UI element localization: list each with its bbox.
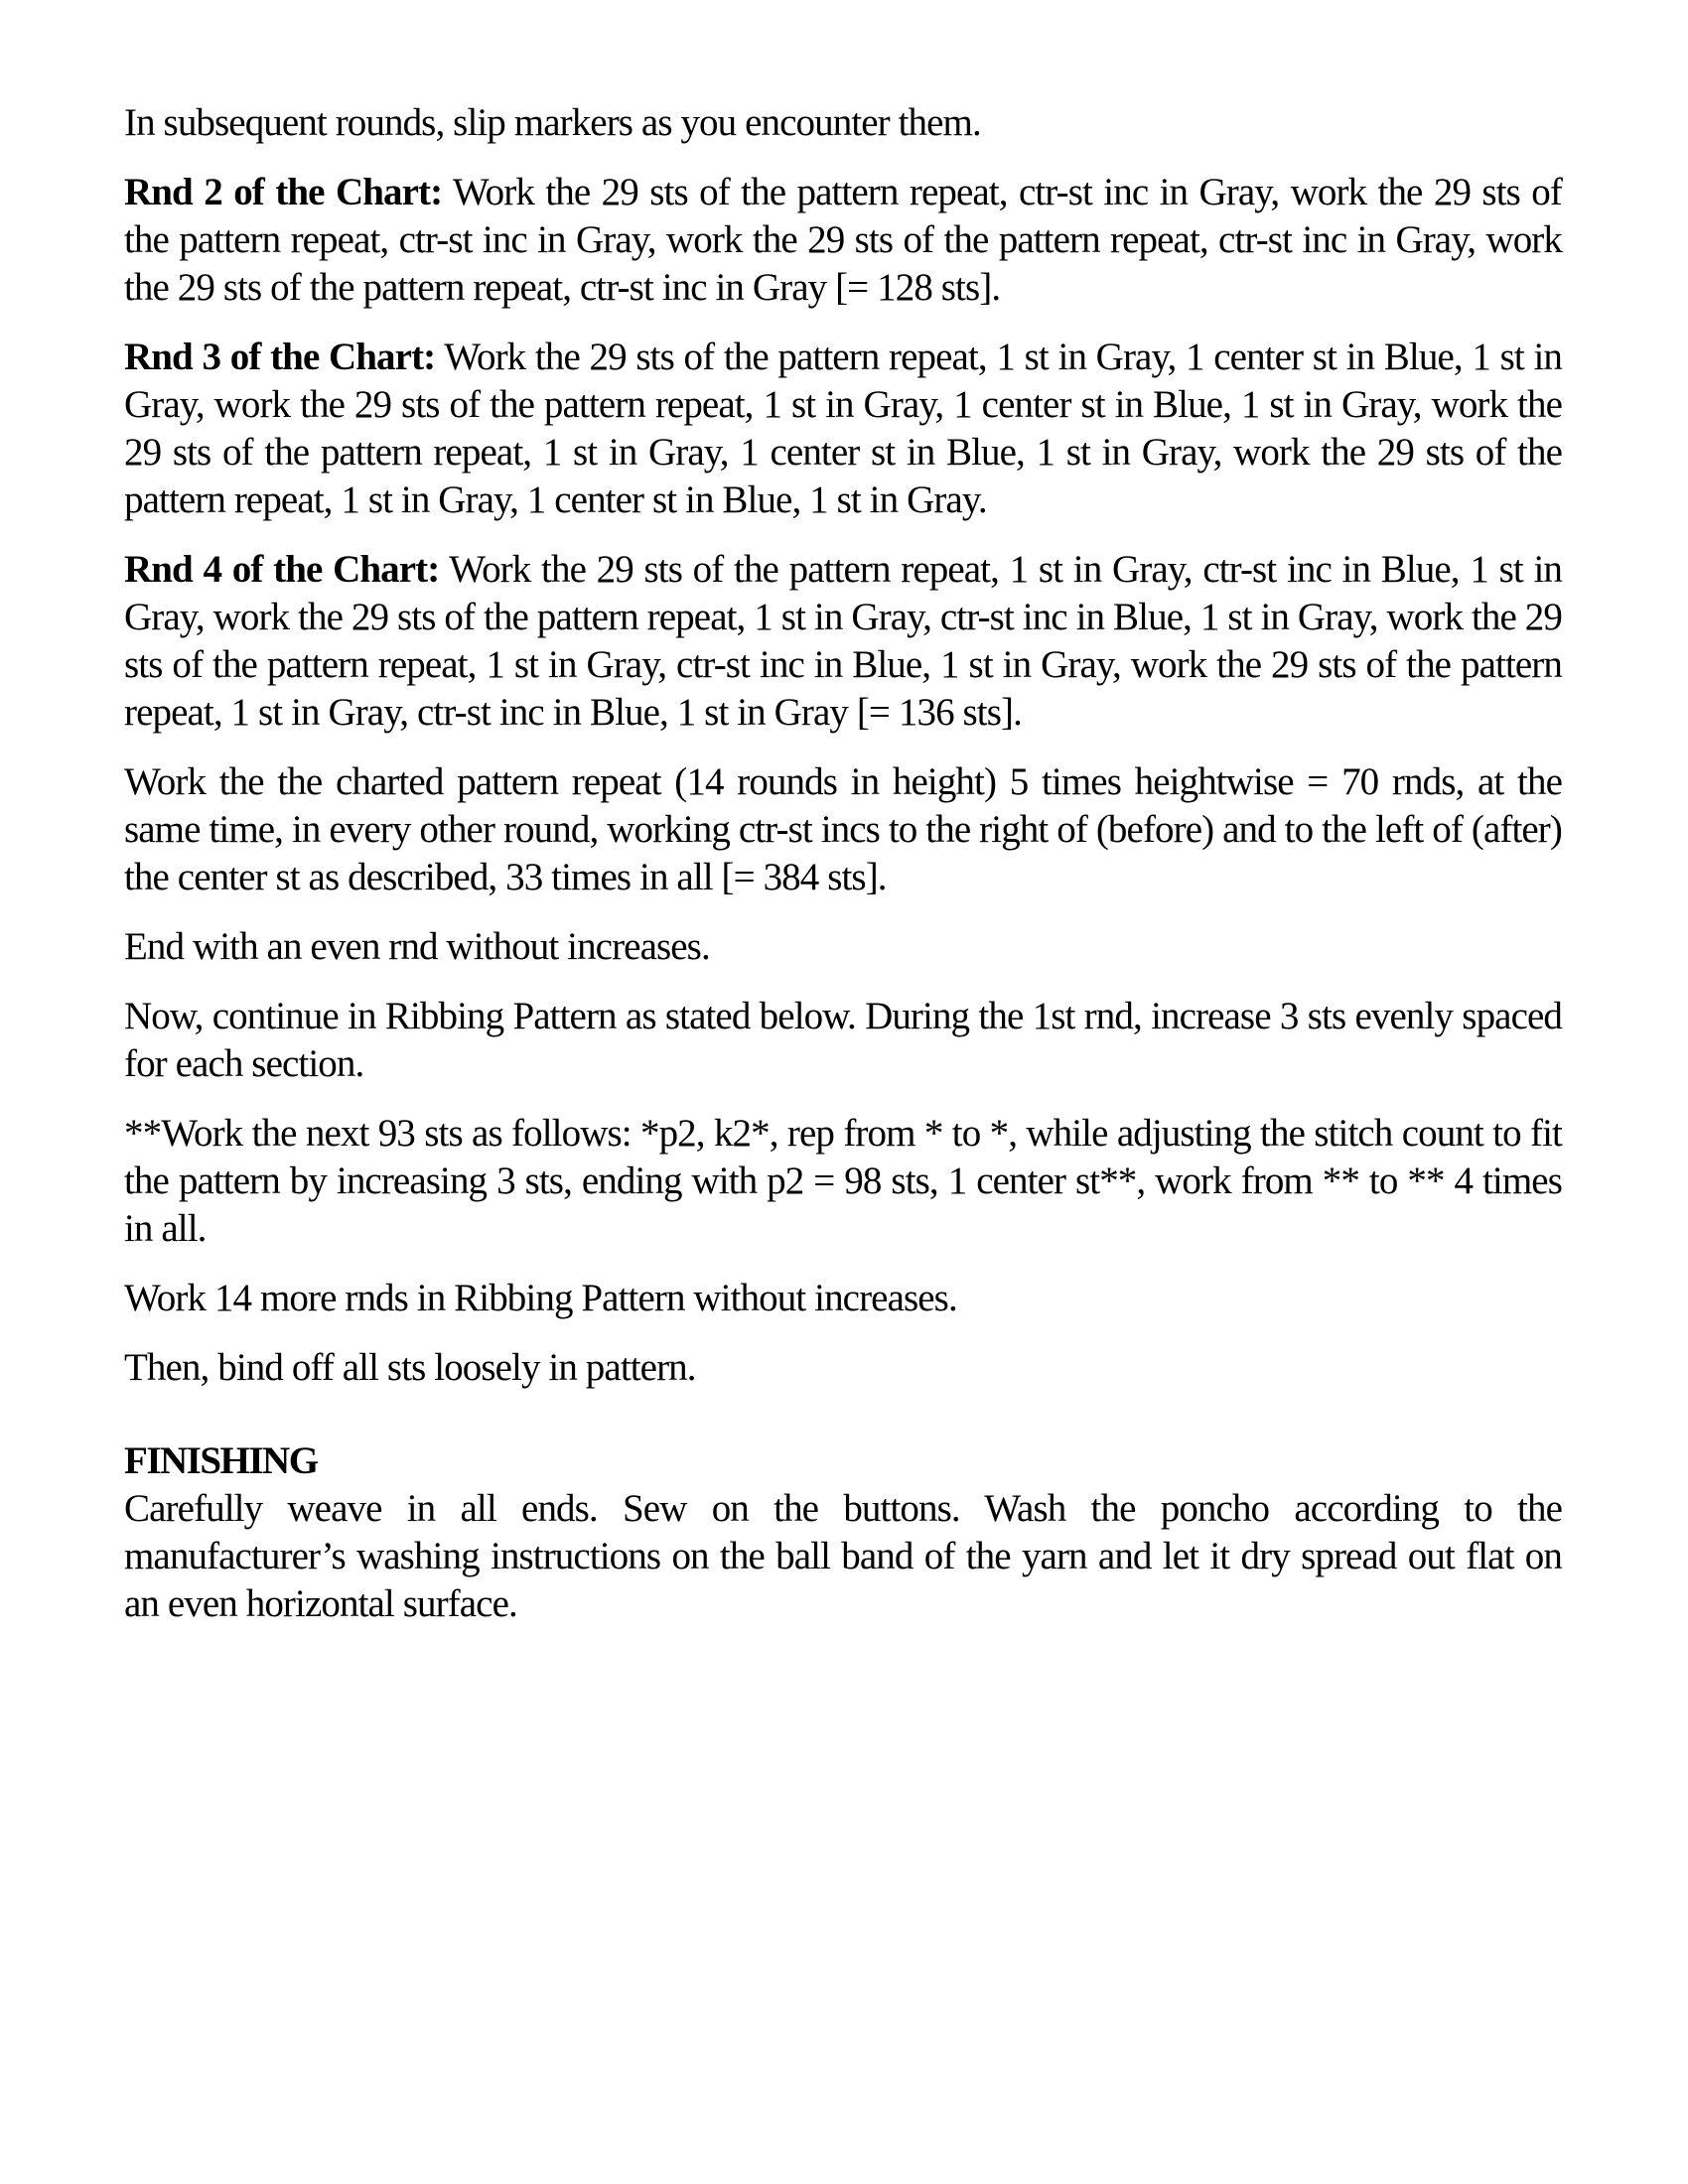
paragraph-text: End with an even rnd without increases.: [124, 925, 710, 968]
paragraph-lead: Rnd 2 of the Chart:: [124, 171, 443, 213]
finishing-paragraph: [124, 1485, 1562, 1628]
paragraph-more-rounds: [124, 1275, 1562, 1322]
paragraph-charted-repeat: [124, 758, 1562, 901]
paragraph-text: Work the 29 sts of the pattern repeat, ctr-st inc in Gray, work the 29 sts of the pattern repeat, ctr-st inc in Gray, work the 29 sts of the pattern repeat, ctr-st inc in Gray, work the 29 sts of the pattern repeat, ctr-st inc in Gray [= 128 sts].: [124, 171, 1562, 309]
paragraph-text: Work the 29 sts of the pattern repeat, 1 st in Gray, 1 center st in Blue, 1 st in Gray, work the 29 sts of the pattern repeat, 1 st in Gray, 1 center st in Blue, 1 st in Gray, work the 29 sts of the pattern repeat, 1 st in Gray, 1 center st in Blue, 1 st in Gray, work the 29 sts of the pattern repeat, 1 st in Gray, 1 center st in Blue, 1 st in Gray.: [124, 336, 1562, 521]
paragraph-lead: Rnd 4 of the Chart:: [124, 548, 440, 591]
paragraph-text: Now, continue in Ribbing Pattern as stated below. During the 1st rnd, increase 3 sts evenly spaced for each section.: [124, 995, 1562, 1085]
paragraph-text: In subsequent rounds, slip markers as you encounter them.: [124, 101, 981, 144]
paragraph-text: Work the the charted pattern repeat (14 rounds in height) 5 times heightwise = 70 rnds, at the same time, in every other round, working ctr-st incs to the right of (before) and to the left of (after) the center st as described, 33 times in all [= 384 sts].: [124, 760, 1562, 898]
paragraph-lead: Rnd 3 of the Chart:: [124, 336, 436, 378]
paragraph-text: Work the 29 sts of the pattern repeat, 1 st in Gray, ctr-st inc in Blue, 1 st in Gray, work the 29 sts of the pattern repeat, 1 st in Gray, ctr-st inc in Blue, 1 st in Gray, work the 29 sts of the pattern repeat, 1 st in Gray, ctr-st inc in Blue, 1 st in Gray, work the 29 sts of the pattern repeat, 1 st in Gray, ctr-st inc in Blue, 1 st in Gray [= 136 sts].: [124, 548, 1562, 734]
paragraph-even-round: [124, 923, 1562, 971]
paragraph-rnd-3: [124, 334, 1562, 524]
paragraph-rnd-4: [124, 546, 1562, 737]
paragraph-text: Then, bind off all sts loosely in pattern.: [124, 1346, 696, 1389]
paragraph-text: Work 14 more rnds in Ribbing Pattern without increases.: [124, 1277, 957, 1319]
paragraph-ribbing-intro: [124, 993, 1562, 1088]
finishing-heading: FINISHING: [124, 1439, 318, 1482]
paragraph-text: **Work the next 93 sts as follows: *p2, k2*, rep from * to *, while adjusting the stitch count to fit the pattern by increasing 3 sts, ending with p2 = 98 sts, 1 center st**, work from ** to ** 4 times in all.: [124, 1112, 1562, 1250]
paragraph-bind-off: [124, 1344, 1562, 1392]
document-page: [124, 99, 1562, 1628]
paragraph-rnd-2: [124, 169, 1562, 312]
paragraph-ribbing-repeat: [124, 1110, 1562, 1253]
paragraph-text: Carefully weave in all ends. Sew on the buttons. Wash the poncho according to the manufacturer’s washing instructions on the ball band of the yarn and let it dry spread out flat on an even horizontal surface.: [124, 1487, 1562, 1625]
paragraph-slip-markers: [124, 99, 1562, 147]
